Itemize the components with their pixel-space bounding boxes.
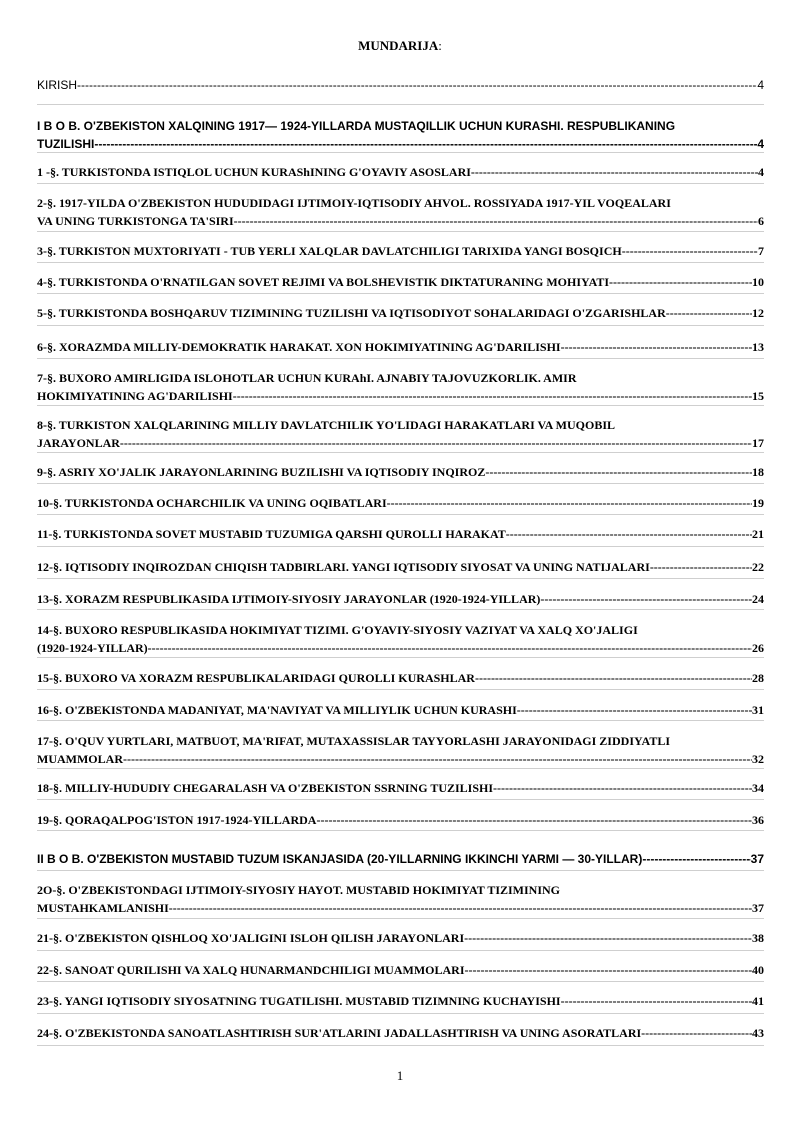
entry-title: 24-§. O'ZBEKISTONDA SANOATLASHTIRISH SUR'ATLARINI JADALLASHTIRISH VA UNING ASORATLARI [37,1026,642,1040]
entry-leader-line [37,242,764,260]
entry-divider [37,657,764,658]
entry-title: 13-§. XORAZM RESPUBLIKASIDA IJTIMOIY-SIYOSIY JARAYONLAR (1920-1924-YILLAR) [37,592,541,606]
dot-leader [475,669,752,687]
entry-leader-line [37,525,764,543]
dot-leader [642,850,750,868]
entry-page-number: 18 [752,465,764,479]
entry-leader-line [37,558,764,576]
entry-divider [37,870,764,871]
entry-title: TUZILISHI [37,137,95,151]
dot-leader [609,273,752,291]
entry-title: JARAYONLAR [37,436,120,450]
entry-page-number: 36 [752,813,764,827]
entry-page-number: 38 [752,931,764,945]
toc-entry[interactable] [37,701,764,719]
dot-leader [316,811,752,829]
dot-leader [471,163,758,181]
toc-entry[interactable] [37,494,764,512]
entry-page-number: 24 [752,592,764,606]
entry-divider [37,405,764,406]
entry-title: 4-§. TURKISTONDA O'RNATILGAN SOVET REJIMI VA BOLSHEVISTIK DIKTATURANING MOHIYATI [37,275,610,289]
entry-page-number: 7 [758,244,764,258]
entry-title: KIRISH [37,78,78,92]
entry-title: 15-§. BUXORO VA XORAZM RESPUBLIKALARIDAGI QUROLLI KURASHLAR [37,671,475,685]
dot-leader [561,992,752,1010]
toc-entry[interactable] [37,590,764,608]
title-colon: : [438,38,442,53]
entry-page-number: 31 [752,703,764,717]
entry-title: (1920-1924-YILLAR) [37,641,148,655]
entry-divider [37,452,764,453]
entry-divider [37,325,764,326]
dot-leader [622,242,758,260]
entry-leader-line [37,669,764,687]
entry-leader-line [37,434,764,452]
entry-title: 6-§. XORAZMDA MILLIY-DEMOKRATIK HARAKAT. XON HOKIMIYATINING AG'DARILISHI [37,340,561,354]
entry-divider [37,950,764,951]
entry-page-number: 13 [752,340,764,354]
entry-page-number: 37 [750,852,764,866]
entry-leader-line [37,961,764,979]
entry-leader-line [37,850,764,868]
entry-title: 9-§. ASRIY XO'JALIK JARAYONLARINING BUZILISHI VA IQTISODIY INQIROZ [37,465,486,479]
toc-entry[interactable] [37,163,764,181]
entry-title-line: 2O-§. O'ZBEKISTONDAGI IJTIMOIY-SIYOSIY HAYOT. MUSTABID HOKIMIYAT TIZIMINING [37,883,561,897]
toc-entry[interactable] [37,525,764,543]
toc-entry[interactable] [37,961,764,979]
toc-entry[interactable] [37,273,764,291]
entry-page-number: 32 [752,752,764,766]
entry-title: MUSTAHKAMLANISHI [37,901,169,915]
dot-leader [94,135,757,153]
dot-leader [485,463,752,481]
entry-title-line: 7-§. BUXORO AMIRLIGIDA ISLOHOTLAR UCHUN KURAhI. AJNABIY TAJOVUZKORLIK. AMIR [37,371,577,385]
dot-leader [464,961,752,979]
entry-leader-line [37,273,764,291]
entry-title-line: 14-§. BUXORO RESPUBLIKASIDA HOKIMIYAT TIZIMI. G'OYAVIY-SIYOSIY VAZIYAT VA XALQ XO'JALIGI [37,623,638,637]
entry-page-number: 40 [752,963,764,977]
entry-leader-line [37,899,764,917]
dot-leader [77,76,757,94]
entry-leader-line [37,701,764,719]
entry-title: 22-§. SANOAT QURILISHI VA XALQ HUNARMANDCHILIGI MUAMMOLARI [37,963,465,977]
entry-page-number: 17 [752,436,764,450]
dot-leader [561,338,752,356]
entry-leader-line [37,135,764,153]
entry-divider [37,720,764,721]
entry-divider [37,609,764,610]
entry-title: VA UNING TURKISTONGA TA'SIRI [37,214,234,228]
entry-leader-line [37,463,764,481]
entry-page-number: 28 [752,671,764,685]
dot-leader [148,639,752,657]
toc-entry[interactable] [37,1024,764,1042]
entry-leader-line [37,779,764,797]
toc-entry[interactable] [37,992,764,1010]
entry-page-number: 21 [752,527,764,541]
entry-title: 11-§. TURKISTONDA SOVET MUSTABID TUZUMIGA QARSHI QUROLLI HARAKAT [37,527,506,541]
entry-leader-line [37,639,764,657]
entry-page-number: 12 [752,306,764,320]
entry-title: HOKIMIYATINING AG'DARILISHI [37,389,233,403]
entry-page-number: 19 [752,496,764,510]
entry-leader-line [37,338,764,356]
entry-page-number: 41 [752,994,764,1008]
toc-entry[interactable] [37,621,764,657]
dot-leader [650,558,752,576]
toc-entry[interactable] [37,850,764,868]
toc-entry[interactable] [37,369,764,405]
entry-title: 10-§. TURKISTONDA OCHARCHILIK VA UNING OQIBATLARI [37,496,387,510]
entry-divider [37,546,764,547]
entry-page-number: 4 [758,165,764,179]
toc-entry[interactable] [37,338,764,356]
entry-divider [37,1013,764,1014]
dot-leader [169,899,752,917]
entry-page-number: 15 [752,389,764,403]
entry-leader-line [37,1024,764,1042]
entry-divider [37,483,764,484]
dot-leader [493,779,752,797]
toc-entry[interactable] [37,732,764,768]
dot-leader [517,701,752,719]
entry-title: MUAMMOLAR [37,752,123,766]
entry-page-number: 34 [752,781,764,795]
entry-leader-line [37,494,764,512]
entry-title-line: 2-§. 1917-YILDA O'ZBEKISTON HUDUDIDAGI IJTIMOIY-IQTISODIY AHVOL. ROSSIYADA 1917-YIL VOQEALARI [37,196,671,210]
entry-divider [37,981,764,982]
entry-divider [37,514,764,515]
toc-entry[interactable] [37,242,764,260]
title-text: MUNDARIJA [358,38,439,53]
dot-leader [540,590,752,608]
entry-title: 19-§. QORAQALPOG'ISTON 1917-1924-YILLARDA [37,813,317,827]
entry-leader-line [37,811,764,829]
entry-title: 3-§. TURKISTON MUXTORIYATI - TUB YERLI XALQLAR DAVLATCHILIGI TARIXIDA YANGI BOSQICH [37,244,622,258]
page-title [0,38,800,54]
entry-divider [37,358,764,359]
entry-title-line: I B O B. O'ZBEKISTON XALQINING 1917— 1924-YILLARDA MUSTAQILLIK UCHUN KURASHI. RESPUBLIKANING [37,119,676,133]
toc-entry[interactable] [37,463,764,481]
entry-title: II B O B. O'ZBEKISTON MUSTABID TUZUM ISKANJASIDA (20-YILLARNING IKKINCHI YARMI — 30-YILLAR) [37,852,643,866]
entry-divider [37,231,764,232]
entry-title: 12-§. IQTISODIY INQIROZDAN CHIQISH TADBIRLARI. YANGI IQTISODIY SIYOSAT VA UNING NATIJALARI [37,560,650,574]
entry-page-number: 37 [752,901,764,915]
entry-page-number: 4 [757,78,764,92]
toc-entry[interactable] [37,304,764,322]
entry-page-number: 22 [752,560,764,574]
dot-leader [233,387,752,405]
entry-title: 18-§. MILLIY-HUDUDIY CHEGARALASH VA O'ZBEKISTON SSRNING TUZILISHI [37,781,494,795]
entry-title-line: 8-§. TURKISTON XALQLARINING MILLIY DAVLATCHILIK YO'LIDAGI HARAKATLARI VA MUQOBIL [37,418,615,432]
toc-entry[interactable] [37,416,764,452]
dot-leader [464,929,752,947]
entry-divider [37,689,764,690]
entry-page-number: 4 [757,137,764,151]
toc-entry[interactable] [37,881,764,917]
entry-page-number: 43 [752,1026,764,1040]
entry-leader-line [37,750,764,768]
dot-leader [666,304,752,322]
entry-leader-line [37,992,764,1010]
entry-page-number: 6 [758,214,764,228]
entry-divider [37,768,764,769]
entry-divider [37,262,764,263]
dot-leader [123,750,752,768]
toc-entry[interactable] [37,929,764,947]
dot-leader [387,494,752,512]
entry-page-number: 10 [752,275,764,289]
entry-title: 5-§. TURKISTONDA BOSHQARUV TIZIMINING TUZILISHI VA IQTISODIYOT SOHALARIDAGI O'ZGARISHLAR [37,306,666,320]
entry-leader-line [37,163,764,181]
toc-entry[interactable] [37,779,764,797]
entry-leader-line [37,590,764,608]
toc-entry[interactable] [37,669,764,687]
entry-title: 16-§. O'ZBEKISTONDA MADANIYAT, MA'NAVIYAT VA MILLIYLIK UCHUN KURASHI [37,703,517,717]
toc-entry[interactable] [37,194,764,230]
entry-title: 21-§. O'ZBEKISTON QISHLOQ XO'JALIGINI ISLOH QILISH JARAYONLARI [37,931,465,945]
entry-title-line: 17-§. O'QUV YURTLARI, MATBUOT, MA'RIFAT, MUTAXASSISLAR TAYYORLASHI JARAYONIDAGI ZIDDIYATLI [37,734,670,748]
entry-page-number: 26 [752,641,764,655]
entry-divider [37,799,764,800]
toc-entry[interactable] [37,117,764,153]
entry-leader-line [37,76,764,94]
toc-entry[interactable] [37,558,764,576]
toc-entry[interactable] [37,76,764,94]
entry-leader-line [37,387,764,405]
dot-leader [120,434,752,452]
entry-divider [37,183,764,184]
entry-leader-line [37,212,764,230]
entry-divider [37,578,764,579]
entry-title: 1 -§. TURKISTONDA ISTIQLOL UCHUN KURAShINING G'OYAVIY ASOSLARI [37,165,471,179]
dot-leader [641,1024,752,1042]
entry-divider [37,830,764,831]
entry-divider [37,293,764,294]
dot-leader [234,212,758,230]
entry-divider [37,104,764,105]
page-number: 1 [396,1068,404,1083]
entry-leader-line [37,929,764,947]
toc-entry[interactable] [37,811,764,829]
entry-divider [37,1045,764,1046]
entry-divider [37,918,764,919]
dot-leader [506,525,752,543]
entry-leader-line [37,304,764,322]
entry-title: 23-§. YANGI IQTISODIY SIYOSATNING TUGATILISHI. MUSTABID TIZIMNING KUCHAYISHI [37,994,561,1008]
